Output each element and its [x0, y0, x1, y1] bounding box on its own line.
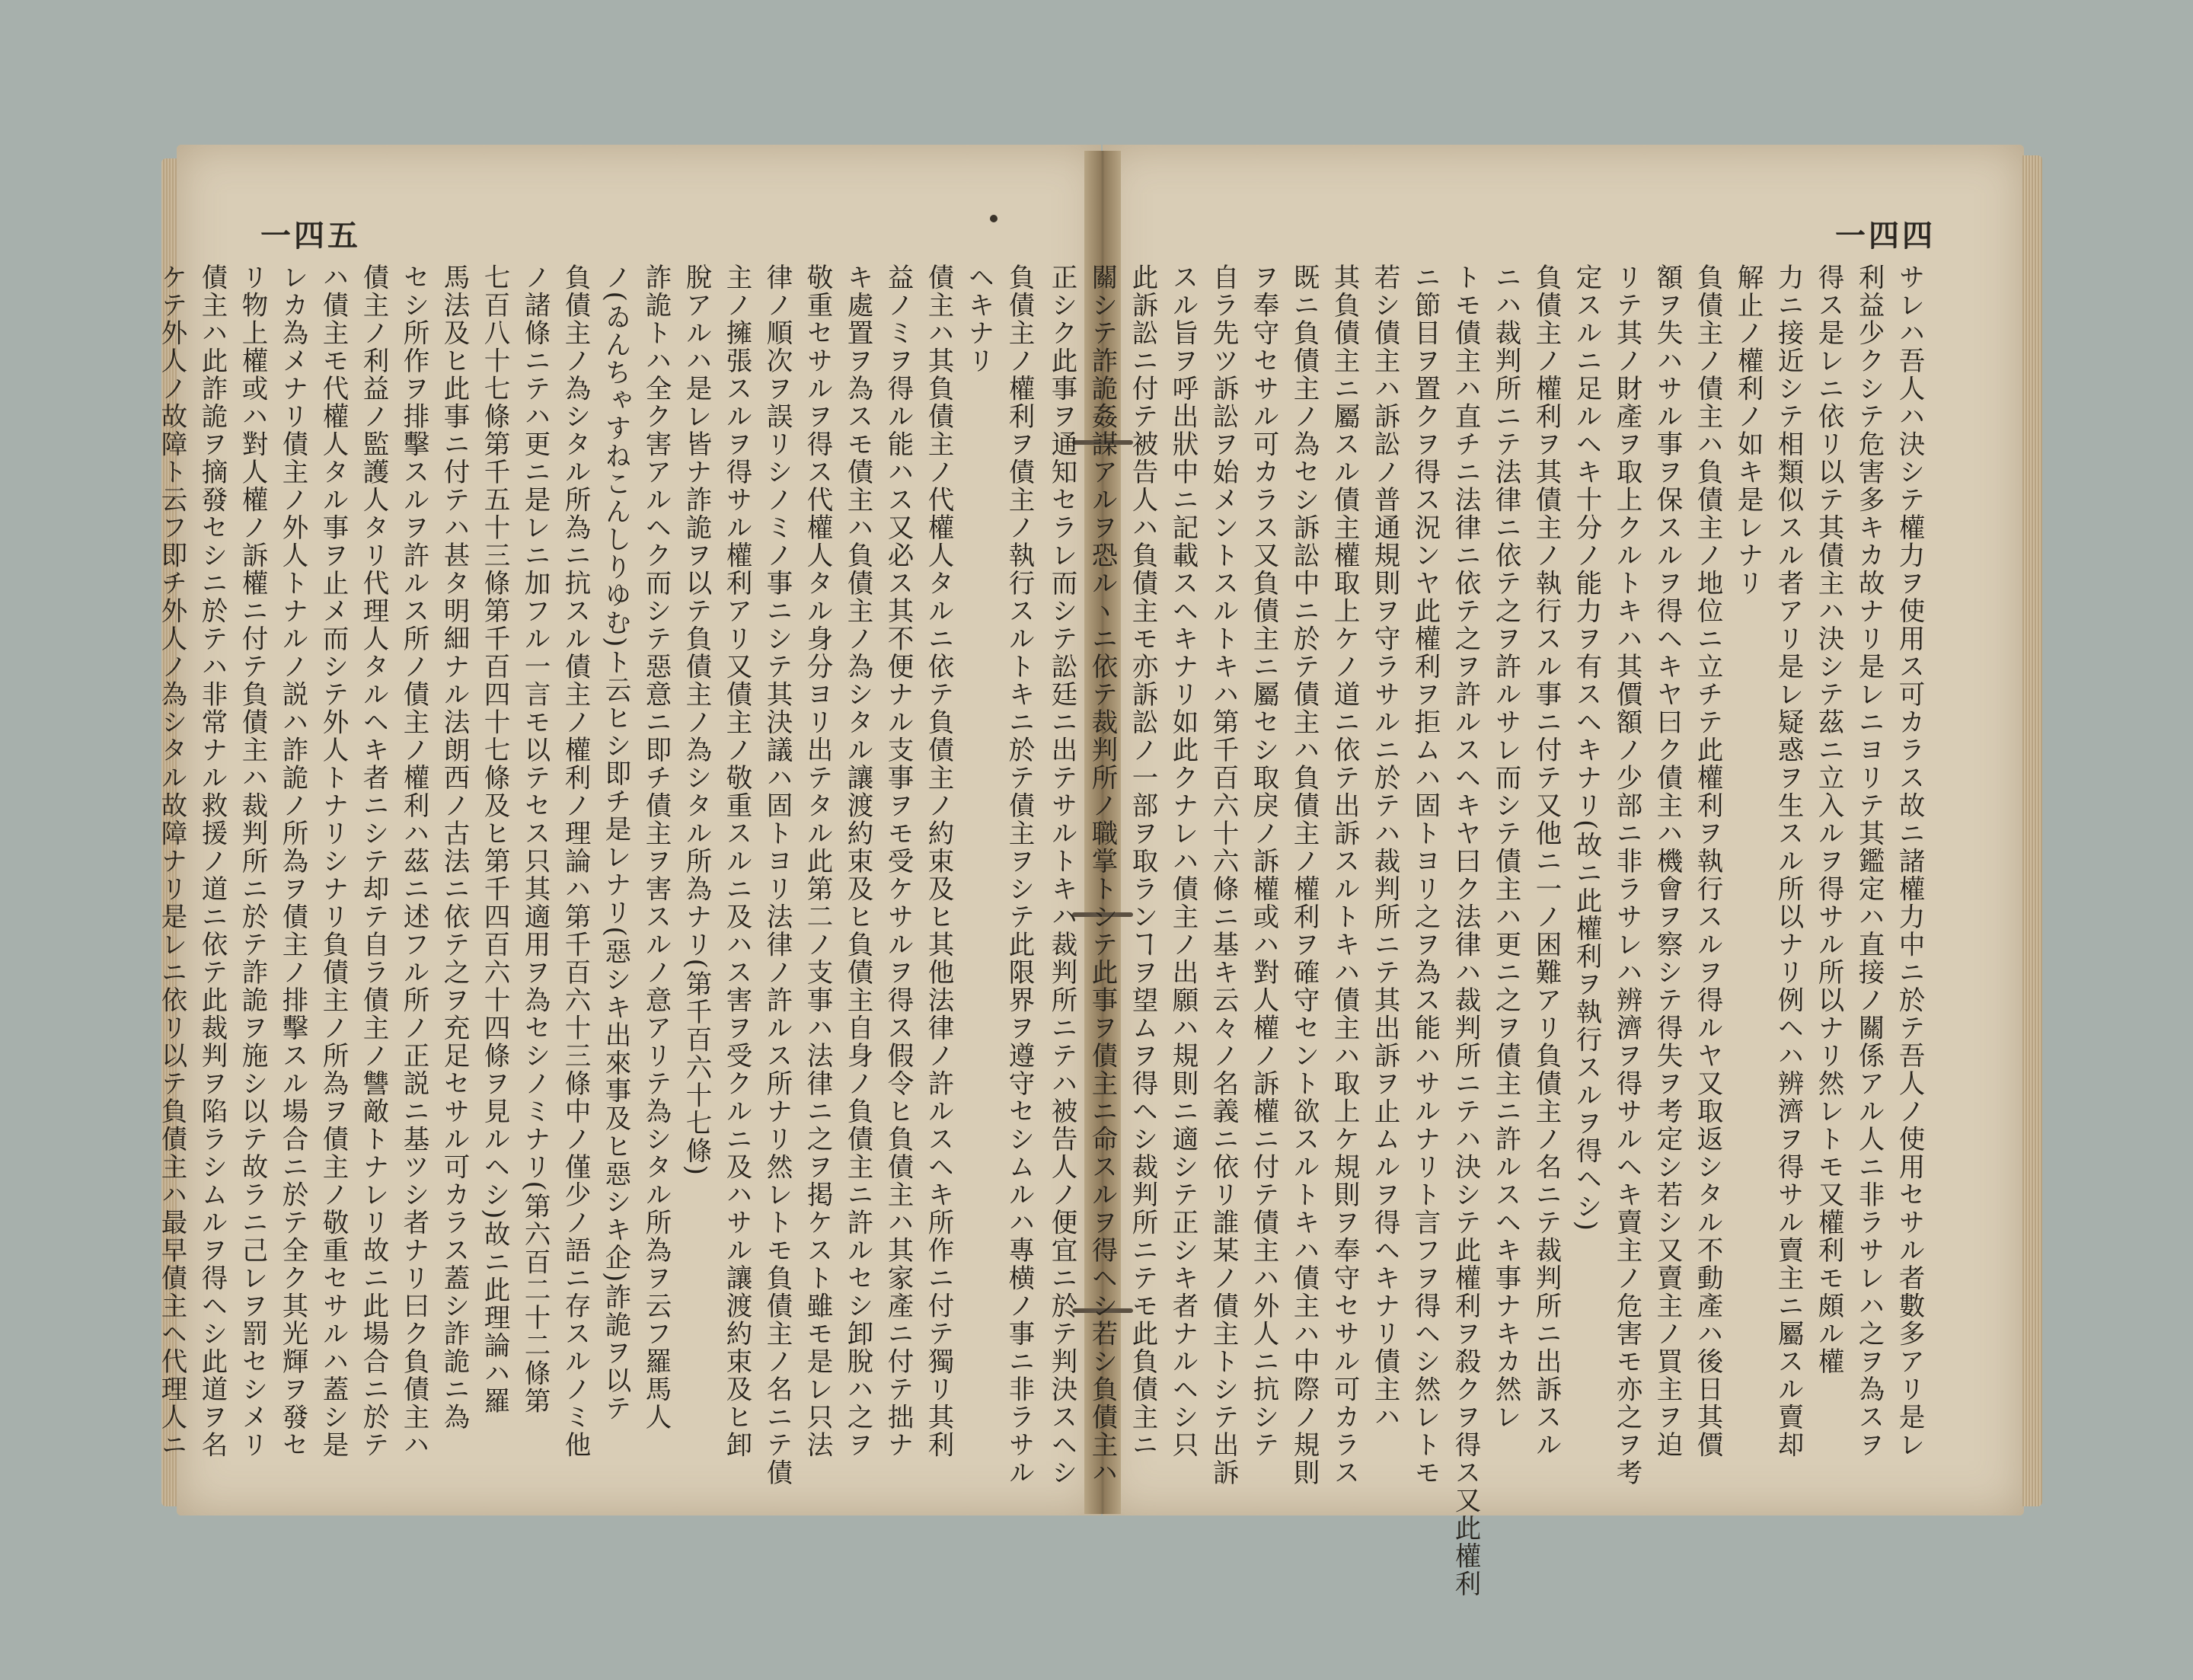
text-line: 得ス是レニ依リ以テ其債主ハ決シテ茲ニ立入ルヲ得サル所以ナリ然レトモ又權利モ頗ル權 [1813, 263, 1843, 1375]
text-line: ニハ裁判所ニテ法律ニ依テ之ヲ許ルサレ而シテ債主ハ更ニ之ヲ債主ニ許ルスヘキ事ナキカ然レ [1490, 263, 1521, 1431]
text-line: 解止ノ權利ノ如キ是レナリ [1732, 263, 1763, 597]
right-page-number: 一四四 [1835, 218, 1936, 254]
text-line: リ物上權或ハ對人權ノ訴權ニ付テ負債主ハ裁判所ニ於テ詐詭ヲ施シ以テ故ラニ己レヲ罰セシメリ [237, 263, 267, 1459]
text-line: 關シテ詐詭姦謀アルヲ恐ルヽニ依テ裁判所ノ職掌トシテ此事ヲ債主ニ命スルヲ得ヘシ若シ負債主ハ [1087, 263, 1117, 1487]
text-line: 自ラ先ツ訴訟ヲ始メントスルトキハ第千百六十六條ニ基キ云々ノ名義ニ依リ誰某ノ債主トシテ出訴 [1208, 263, 1238, 1487]
text-line: 定スルニ足ルヘキ十分ノ能力ヲ有スヘキナリ(故ニ此權利ヲ執行スルヲ得ヘシ) [1571, 263, 1601, 1232]
text-line: 脫アルハ是レ皆ナ詐詭ヲ以テ負債主ノ為シタル所為ナリ(第千百六十七條) [681, 263, 711, 1177]
text-line: 負債主ノ債主ハ負債主ノ地位ニ立チテ此權利ヲ執行スルヲ得ルヤ又取返シタル不動產ハ後日其價 [1692, 263, 1722, 1459]
left-page-number: 一四五 [260, 218, 361, 254]
text-line: 詐詭トハ全ク害アルヘク而シテ惡意ニ即チ債主ヲ害スルノ意アリテ為シタル所為ヲ云フ羅馬人 [640, 263, 671, 1431]
text-line: リテ其ノ財產ヲ取上クルトキハ其價額ノ少部ニ非ラサレハ辨濟ヲ得サルヘキ賣主ノ危害モ亦之ヲ考 [1611, 263, 1642, 1487]
text-line: 債主ハ此詐詭ヲ摘發セシニ於テハ非常ナル救援ノ道ニ依テ此裁判ヲ陷ラシムルヲ得ヘシ此道ヲ名 [196, 263, 227, 1459]
text-line: 力ニ接近シテ相類似スル者アリ是レ疑惑ヲ生スル所以ナリ例ヘハ辨濟ヲ得サル賣主ニ屬スル賣却 [1773, 263, 1803, 1459]
text-line: ケテ外人ノ故障ト云フ即チ外人ノ為シタル故障ナリ是レニ依リ以テ負債主ハ最早債主ヘ代理人ニ [156, 263, 187, 1459]
text-line: スル旨ヲ呼出狀中ニ記載スヘキナリ如此クナレハ債主ノ出願ハ規則ニ適シテ正シキ者ナルヘシ只 [1167, 263, 1198, 1459]
open-book [156, 136, 2042, 1598]
text-line: レカ為メナリ債主ノ外人トナルノ説ハ詐詭ノ所為ヲ債主ノ排擊スル場合ニ於テ全ク其光輝ヲ發セ [277, 263, 308, 1459]
text-line: ニ節目ヲ置クヲ得ス況ンヤ此權利ヲ拒ムハ固トヨリ之ヲ為ス能ハサルナリト言フヲ得ヘシ然レトモ [1409, 263, 1440, 1487]
text-line: 負債主ノ權利ヲ債主ノ執行スルトキニ於テ債主ヲシテ此限界ヲ遵守セシムルハ專横ノ事ニ非ラサル [1004, 263, 1034, 1487]
text-line: 利益少クシテ危害多キカ故ナリ是レニヨリテ其鑑定ハ直接ノ關係アル人ニ非ラサレハ之ヲ為スヲ [1853, 263, 1884, 1459]
left-page-text [156, 263, 1039, 1487]
text-line: ヘキナリ [963, 263, 994, 375]
ink-dot [990, 215, 998, 222]
text-line: 敬重セサルヲ得ス代權人タル身分ヨリ出テタル此第二ノ支事ハ法律ニ之ヲ掲ケスト雖モ是レ只法 [802, 263, 832, 1459]
text-line: 額ヲ失ハサル事ヲ保スルヲ得ヘキヤ曰ク債主ハ機會ヲ察シテ得失ヲ考定シ若シ又賣主ノ買主ヲ迫 [1652, 263, 1682, 1459]
text-line: 負債主ノ權利ヲ其債主ノ執行スル事ニ付テ又他ニ一ノ困難アリ負債主ノ名ニテ裁判所ニ出訴スル [1531, 263, 1561, 1459]
text-line: ヲ奉守セサル可カラス又負債主ニ屬セシ取戾ノ訴權或ハ對人權ノ訴權ニ付テ債主ハ外人ニ抗シテ [1248, 263, 1278, 1459]
text-line: 此訴訟ニ付テ被告人ハ負債主モ亦訴訟ノ一部ヲ取ランヿヲ望ムヲ得ヘシ裁判所ニテモ此負債主ニ [1127, 263, 1157, 1459]
text-line: 正シク此事ヲ通知セラレ而シテ訟廷ニ出テサルトキハ裁判所ニテハ被告人ノ便宜ニ於テ判決スヘシ [1046, 263, 1077, 1487]
right-page-edge [2022, 155, 2042, 1506]
text-line: サレハ吾人ハ決シテ權力ヲ使用ス可カラス故ニ諸權力中ニ於テ吾人ノ使用セサル者數多アリ是レ [1894, 263, 1924, 1459]
text-line: 債主ノ利益ノ監護人タリ代理人タルヘキ者ニシテ却テ自ラ債主ノ讐敵トナレリ故ニ此場合ニ於テ [358, 263, 388, 1459]
text-line: ハ債主モ代權人タル事ヲ止メ而シテ外人トナリシナリ負債主ノ所為ヲ債主ノ敬重セサルハ蓋シ是 [318, 263, 348, 1459]
right-page-text [1046, 263, 1929, 1598]
text-line: 馬法及ヒ此事ニ付テハ甚タ明細ナル法朗西ノ古法ニ依テ之ヲ充足セサル可カラス蓋シ詐詭ニ為 [439, 263, 469, 1431]
text-line: トモ債主ハ直チニ法律ニ依テ之ヲ許ルスヘキヤ曰ク法律ハ裁判所ニテハ決シテ此權利ヲ殺クヲ得ス又此權利 [1450, 263, 1480, 1598]
text-line: ノ(ゐんちゃすねこんしりゆむ)ト云ヒシ即チ是レナリ(惡シキ出來事及ヒ惡シキ企)詐詭ヲ以テ [600, 263, 630, 1423]
text-line: 律ノ順次ヲ誤リシノミノ事ニシテ其決議ハ固トヨリ法律ノ許ルス所ナリ然レトモ負債主ノ名ニテ債 [761, 263, 792, 1487]
text-line: キ處置ヲ為スモ債主ハ負債主ノ為シタル讓渡約束及ヒ負債主自身ノ負債主ニ許ルセシ卸脫ハ之ヲ [842, 263, 873, 1459]
text-line: 其負債主ニ屬スル債主權取上ケノ道ニ依テ出訴スルトキハ債主ハ取上ケ規則ヲ奉守セサル可カラス [1329, 263, 1359, 1487]
text-line: 既ニ負債主ノ為セシ訴訟中ニ於テ債主ハ負債主ノ權利ヲ確守セント欲スルトキハ債主ハ中際ノ規則 [1288, 263, 1319, 1487]
text-line: ノ諸條ニテハ更ニ是レニ加フル一言モ以テセス只其適用ヲ為セシノミナリ(第六百二十二條第 [519, 263, 550, 1415]
text-line: 七百八十七條第千五十三條第千百四十七條及ヒ第千四百六十四條ヲ見ルヘシ)故ニ此理論ハ羅 [479, 263, 509, 1415]
text-line: 債主ハ其負債主ノ代權人タルニ依テ負債主ノ約束及ヒ其他法律ノ許ルスヘキ所作ニ付テ獨リ其利 [923, 263, 953, 1459]
text-line: 主ノ擁張スルヲ得サル權利アリ又債主ノ敬重スルニ及ハス害ヲ受クルニ及ハサル讓渡約束及ヒ卸 [721, 263, 752, 1459]
text-line: 負債主ノ為シタル所為ニ抗スル債主ノ權利ノ理論ハ第千百六十三條中ノ僅少ノ語ニ存スルノミ他 [560, 263, 590, 1459]
text-line: セシ所作ヲ排擊スルヲ許ルス所ノ債主ノ權利ハ茲ニ述フル所ノ正説ニ基ツシ者ナリ曰ク負債主ハ [398, 263, 429, 1459]
text-line: 益ノミヲ得ル能ハス又必ス其不便ナル支事ヲモ受ケサルヲ得ス假令ヒ負債主ハ其家產ニ付テ拙ナ [883, 263, 913, 1459]
text-line: 若シ債主ハ訴訟ノ普通規則ヲ守ラサルニ於テハ裁判所ニテ其出訴ヲ止ムルヲ得ヘキナリ債主ハ [1369, 263, 1400, 1431]
